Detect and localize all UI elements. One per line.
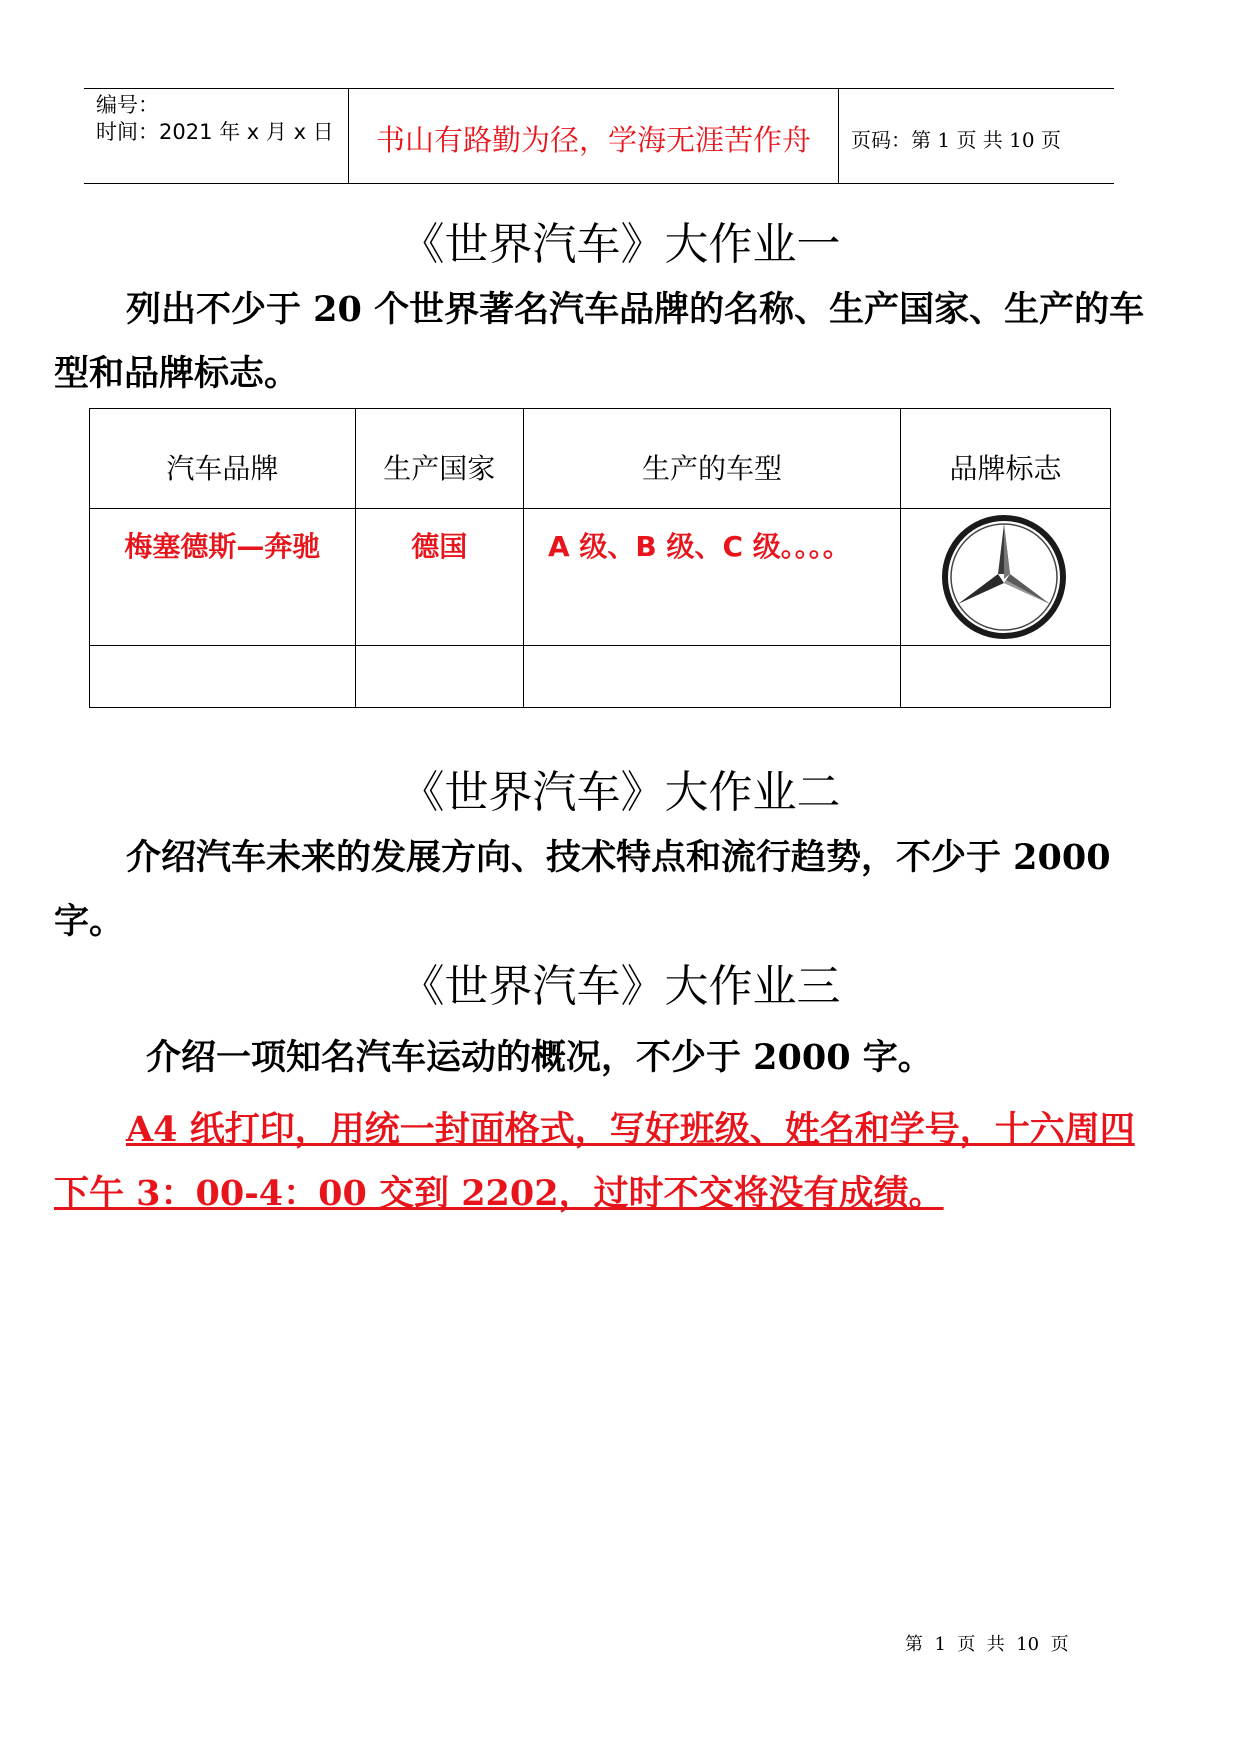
header-logo: 品牌标志	[901, 409, 1111, 509]
cell-logo	[901, 509, 1111, 646]
mercedes-star-icon	[902, 510, 1106, 640]
time-label: 时间：2021 年 x 月 x 日	[96, 120, 334, 144]
assignment3-description: 介绍一项知名汽车运动的概况，不少于 2000 字。	[146, 1037, 933, 1078]
header-meta	[84, 89, 349, 183]
empty-cell	[355, 646, 523, 708]
assignment2-description: 介绍汽车未来的发展方向、技术特点和流行趋势，不少于 2000 字。	[54, 837, 1111, 942]
empty-cell	[523, 646, 900, 708]
empty-cell	[90, 646, 356, 708]
cell-brand: 梅塞德斯—奔驰	[90, 509, 356, 646]
page-footer: 第 1 页 共 10 页	[905, 1634, 1069, 1655]
cell-country: 德国	[355, 509, 523, 646]
table-row-empty	[90, 646, 1111, 708]
assignment1-description: 列出不少于 20 个世界著名汽车品牌的名称、生产国家、生产的车型和品牌标志。	[54, 289, 1145, 394]
header-country: 生产国家	[355, 409, 523, 509]
empty-cell	[901, 646, 1111, 708]
assignment3-title: 《世界汽车》大作业三	[400, 961, 841, 1012]
header-motto: 书山有路勤为径，学海无涯苦作舟	[349, 89, 839, 183]
assignment1-title: 《世界汽车》大作业一	[400, 219, 841, 270]
header-page-info: 页码：第 1 页 共 10 页	[851, 127, 1061, 152]
header-models: 生产的车型	[523, 409, 900, 509]
table-header-row	[90, 409, 1111, 509]
table-row	[90, 509, 1111, 646]
submission-notice: A4 纸打印，用统一封面格式，写好班级、姓名和学号，十六周四下午 3：00-4：00 交到 2202，过时不交将没有成绩。	[54, 1109, 1135, 1214]
document-header	[84, 88, 1114, 184]
code-label: 编号：	[96, 93, 159, 117]
brand-table	[89, 408, 1111, 708]
assignment2-title: 《世界汽车》大作业二	[400, 767, 841, 818]
cell-models: A 级、B 级、C 级。。。。	[523, 509, 900, 646]
header-brand: 汽车品牌	[90, 409, 356, 509]
